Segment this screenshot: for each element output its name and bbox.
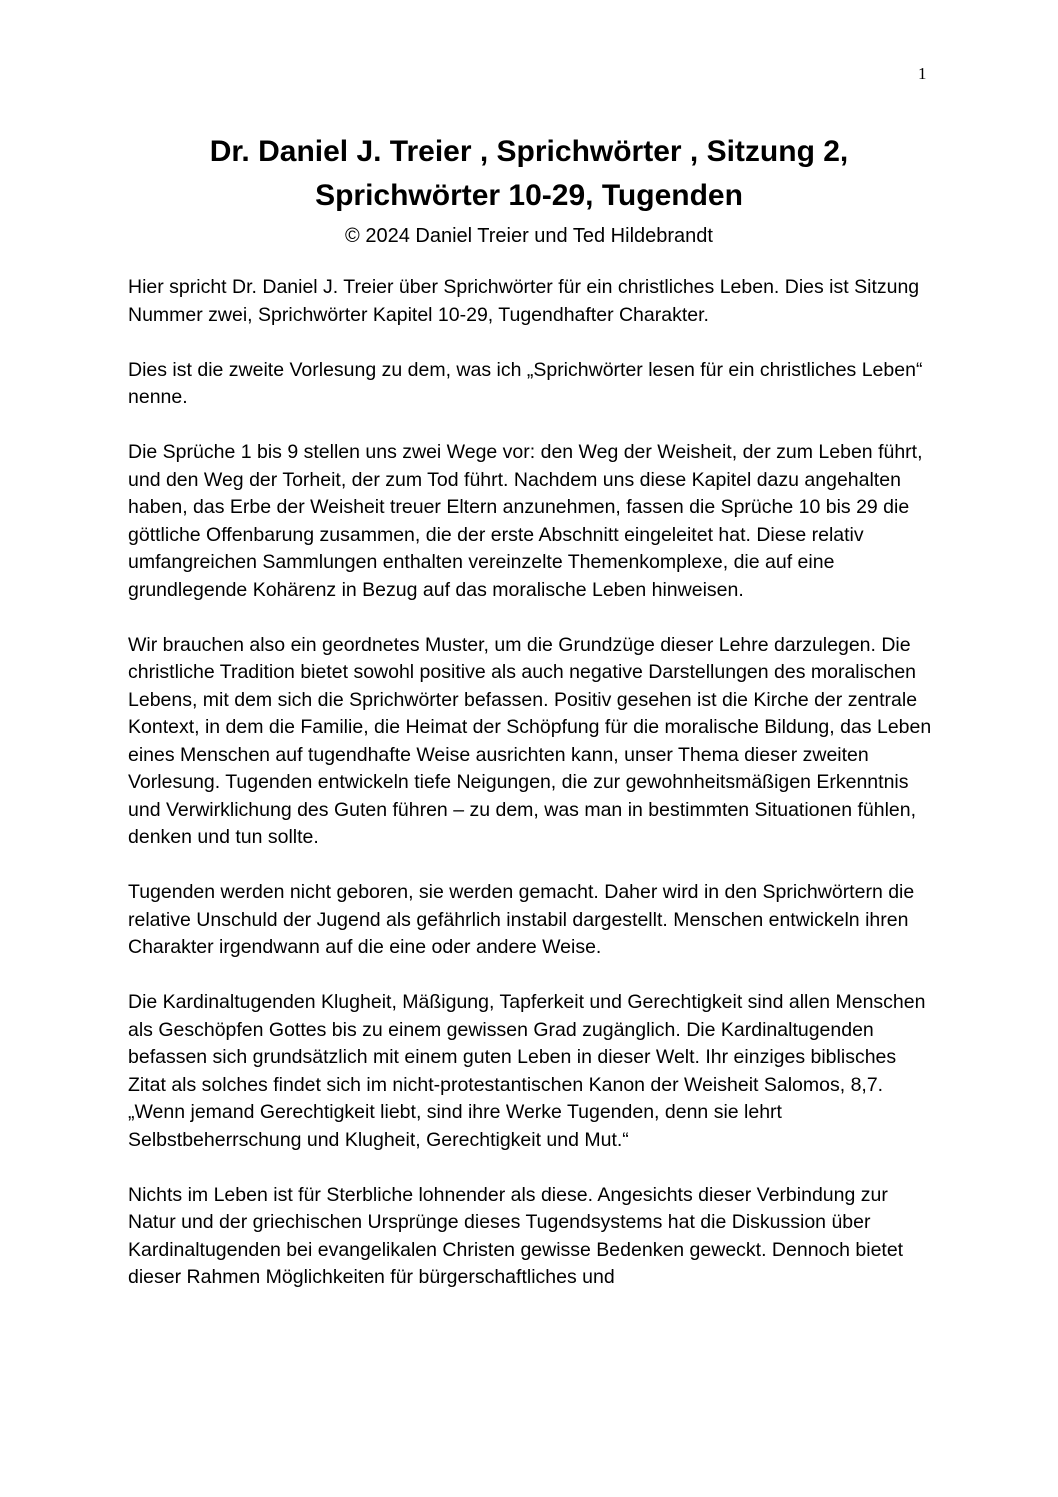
- document-body: [128, 274, 933, 1319]
- title-line-1: Dr. Daniel J. Treier , Sprichwörter , Sitzung 2,: [209, 135, 849, 168]
- document-title: [100, 130, 958, 218]
- paragraph: Nichts im Leben ist für Sterbliche lohnender als diese. Angesichts dieser Verbindung zur Natur und der griechischen Ursprünge dieses Tugendsystems hat die Diskussion über Kardinaltugenden bei evangelikalen Christen gewisse Bedenken geweckt. Dennoch bietet dieser Rahmen Möglichkeiten für bürgerschaftliches und: [128, 1183, 904, 1288]
- title-line-2: Sprichwörter 10-29, Tugenden: [315, 179, 743, 212]
- page-number: 1: [918, 64, 927, 83]
- paragraph: Tugenden werden nicht geboren, sie werden gemacht. Daher wird in den Sprichwörtern die relative Unschuld der Jugend als gefährlich instabil dargestellt. Menschen entwickeln ihren Charakter irgendwann auf die eine oder andere Weise.: [128, 881, 915, 958]
- copyright-notice: © 2024 Daniel Treier und Ted Hildebrandt: [345, 225, 713, 247]
- paragraph: Wir brauchen also ein geordnetes Muster, um die Grundzüge dieser Lehre darzulegen. Die christliche Tradition bietet sowohl positive als auch negative Darstellungen des moralischen Lebens, mit dem sich die Sprichwörter befassen. Positiv gesehen ist die Kirche der zentrale Kontext, in dem die Familie, die Heimat der Schöpfung für die moralische Bildung, das Leben eines Menschen auf tugendhafte Weise ausrichten kann, unser Thema dieser zweiten Vorlesung. Tugenden entwickeln tiefe Neigungen, die zur gewohnheitsmäßigen Erkenntnis und Verwirklichung des Guten führen – zu dem, was man in bestimmten Situationen fühlen, denken und tun sollte.: [128, 633, 932, 848]
- paragraph: Die Sprüche 1 bis 9 stellen uns zwei Wege vor: den Weg der Weisheit, der zum Leben führt, und den Weg der Torheit, der zum Tod führt. Nachdem uns diese Kapitel dazu angehalten haben, das Erbe der Weisheit treuer Eltern anzunehmen, fassen die Sprüche 10 bis 29 die göttliche Offenbarung zusammen, die der erste Abschnitt eingeleitet hat. Diese relativ umfangreichen Sammlungen enthalten vereinzelte Themenkomplexe, die auf eine grundlegende Kohärenz in Bezug auf das moralische Leben hinweisen.: [128, 441, 923, 601]
- paragraph: Die Kardinaltugenden Klugheit, Mäßigung, Tapferkeit und Gerechtigkeit sind allen Menschen als Geschöpfen Gottes bis zu einem gewissen Grad zugänglich. Die Kardinaltugenden befassen sich grundsätzlich mit einem guten Leben in dieser Welt. Ihr einziges biblisches Zitat als solches findet sich im nicht-protestantischen Kanon der Weisheit Salomos, 8,7. „Wenn jemand Gerechtigkeit liebt, sind ihre Werke Tugenden, denn sie lehrt Selbstbeherrschung und Klugheit, Gerechtigkeit und Mut.“: [128, 991, 926, 1151]
- paragraph: Hier spricht Dr. Daniel J. Treier über Sprichwörter für ein christliches Leben. Dies ist Sitzung Nummer zwei, Sprichwörter Kapitel 10-29, Tugendhafter Charakter.: [128, 276, 920, 326]
- paragraph: Dies ist die zweite Vorlesung zu dem, was ich „Sprichwörter lesen für ein christliches Leben“ nenne.: [128, 358, 923, 408]
